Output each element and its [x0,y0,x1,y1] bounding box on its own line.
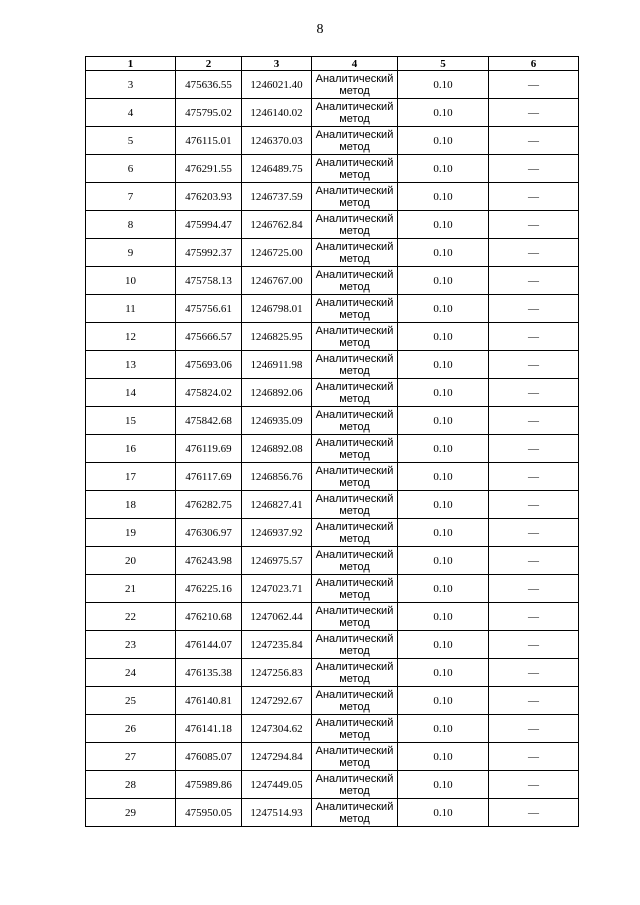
y-coordinate-cell: 1247062.44 [242,603,312,631]
table-row [86,743,579,771]
note-cell: — [489,239,579,267]
note-cell: — [489,743,579,771]
table-row [86,71,579,99]
method-line-1: Аналитический [315,184,394,197]
column-header: 3 [242,57,312,71]
y-coordinate-cell: 1246140.02 [242,99,312,127]
method-line-2: метод [339,280,370,293]
note-cell: — [489,99,579,127]
point-number-cell: 12 [86,323,176,351]
y-coordinate-cell: 1247514.93 [242,799,312,827]
accuracy-cell: 0.10 [398,771,489,799]
x-coordinate-cell: 476282.75 [176,491,242,519]
x-coordinate-cell: 475842.68 [176,407,242,435]
x-coordinate-cell: 476210.68 [176,603,242,631]
method-line-2: метод [339,308,370,321]
y-coordinate-cell: 1246489.75 [242,155,312,183]
accuracy-cell: 0.10 [398,127,489,155]
method-cell [312,603,398,631]
accuracy-cell: 0.10 [398,323,489,351]
method-line-1: Аналитический [315,688,394,701]
accuracy-cell: 0.10 [398,407,489,435]
x-coordinate-cell: 476243.98 [176,547,242,575]
method-line-1: Аналитический [315,772,394,785]
accuracy-cell: 0.10 [398,687,489,715]
point-number-cell: 18 [86,491,176,519]
method-line-2: метод [339,84,370,97]
table-row [86,267,579,295]
x-coordinate-cell: 475989.86 [176,771,242,799]
accuracy-cell: 0.10 [398,351,489,379]
method-line-2: метод [339,448,370,461]
point-number-cell: 26 [86,715,176,743]
method-line-1: Аналитический [315,380,394,393]
method-line-2: метод [339,728,370,741]
method-cell [312,295,398,323]
method-line-2: метод [339,532,370,545]
table-row [86,323,579,351]
method-line-2: метод [339,112,370,125]
x-coordinate-cell: 475693.06 [176,351,242,379]
accuracy-cell: 0.10 [398,659,489,687]
method-line-2: метод [339,364,370,377]
point-number-cell: 17 [86,463,176,491]
method-cell [312,771,398,799]
accuracy-cell: 0.10 [398,715,489,743]
point-number-cell: 22 [86,603,176,631]
point-number-cell: 28 [86,771,176,799]
method-line-2: метод [339,420,370,433]
note-cell: — [489,71,579,99]
table-row [86,463,579,491]
point-number-cell: 4 [86,99,176,127]
point-number-cell: 21 [86,575,176,603]
method-line-2: метод [339,476,370,489]
method-line-2: метод [339,504,370,517]
note-cell: — [489,295,579,323]
y-coordinate-cell: 1247304.62 [242,715,312,743]
column-header: 1 [86,57,176,71]
method-line-2: метод [339,560,370,573]
method-line-1: Аналитический [315,716,394,729]
note-cell: — [489,687,579,715]
method-cell [312,575,398,603]
y-coordinate-cell: 1247235.84 [242,631,312,659]
x-coordinate-cell: 476117.69 [176,463,242,491]
note-cell: — [489,771,579,799]
x-coordinate-cell: 476115.01 [176,127,242,155]
x-coordinate-cell: 476203.93 [176,183,242,211]
x-coordinate-cell: 475636.55 [176,71,242,99]
y-coordinate-cell: 1246856.76 [242,463,312,491]
y-coordinate-cell: 1246737.59 [242,183,312,211]
y-coordinate-cell: 1247294.84 [242,743,312,771]
y-coordinate-cell: 1246798.01 [242,295,312,323]
method-cell [312,407,398,435]
method-cell [312,71,398,99]
y-coordinate-cell: 1247023.71 [242,575,312,603]
accuracy-cell: 0.10 [398,547,489,575]
point-number-cell: 16 [86,435,176,463]
method-cell [312,687,398,715]
x-coordinate-cell: 475994.47 [176,211,242,239]
x-coordinate-cell: 476291.55 [176,155,242,183]
accuracy-cell: 0.10 [398,631,489,659]
x-coordinate-cell: 476306.97 [176,519,242,547]
accuracy-cell: 0.10 [398,519,489,547]
method-line-1: Аналитический [315,604,394,617]
method-cell [312,351,398,379]
x-coordinate-cell: 476144.07 [176,631,242,659]
method-line-1: Аналитический [315,156,394,169]
note-cell: — [489,463,579,491]
note-cell: — [489,435,579,463]
method-line-2: метод [339,588,370,601]
point-number-cell: 7 [86,183,176,211]
method-cell [312,631,398,659]
method-line-2: метод [339,812,370,825]
column-header: 2 [176,57,242,71]
method-cell [312,183,398,211]
table-row [86,603,579,631]
table-row [86,631,579,659]
method-line-1: Аналитический [315,352,394,365]
method-line-1: Аналитический [315,296,394,309]
method-line-2: метод [339,644,370,657]
method-cell [312,435,398,463]
y-coordinate-cell: 1247256.83 [242,659,312,687]
table-row [86,687,579,715]
y-coordinate-cell: 1246937.92 [242,519,312,547]
x-coordinate-cell: 475666.57 [176,323,242,351]
table-row [86,407,579,435]
table-row [86,659,579,687]
method-line-1: Аналитический [315,72,394,85]
method-cell [312,155,398,183]
method-line-1: Аналитический [315,492,394,505]
method-line-1: Аналитический [315,800,394,813]
method-line-1: Аналитический [315,100,394,113]
method-line-1: Аналитический [315,660,394,673]
note-cell: — [489,323,579,351]
x-coordinate-cell: 475992.37 [176,239,242,267]
table-row [86,351,579,379]
method-line-2: метод [339,700,370,713]
x-coordinate-cell: 476141.18 [176,715,242,743]
note-cell: — [489,211,579,239]
note-cell: — [489,351,579,379]
y-coordinate-cell: 1246825.95 [242,323,312,351]
method-cell [312,715,398,743]
x-coordinate-cell: 475824.02 [176,379,242,407]
accuracy-cell: 0.10 [398,99,489,127]
method-cell [312,547,398,575]
note-cell: — [489,183,579,211]
method-line-2: метод [339,616,370,629]
table-row [86,127,579,155]
table-row [86,295,579,323]
method-cell [312,239,398,267]
method-cell [312,799,398,827]
method-line-2: метод [339,672,370,685]
note-cell: — [489,631,579,659]
y-coordinate-cell: 1246935.09 [242,407,312,435]
x-coordinate-cell: 476140.81 [176,687,242,715]
note-cell: — [489,603,579,631]
note-cell: — [489,127,579,155]
method-cell [312,491,398,519]
method-line-1: Аналитический [315,128,394,141]
note-cell: — [489,799,579,827]
y-coordinate-cell: 1246827.41 [242,491,312,519]
accuracy-cell: 0.10 [398,799,489,827]
table-row [86,715,579,743]
note-cell: — [489,575,579,603]
table-row [86,155,579,183]
y-coordinate-cell: 1246975.57 [242,547,312,575]
point-number-cell: 10 [86,267,176,295]
point-number-cell: 15 [86,407,176,435]
point-number-cell: 14 [86,379,176,407]
x-coordinate-cell: 476135.38 [176,659,242,687]
method-line-2: метод [339,168,370,181]
method-line-1: Аналитический [315,268,394,281]
method-cell [312,659,398,687]
coordinates-table [85,56,579,827]
point-number-cell: 29 [86,799,176,827]
table-row [86,771,579,799]
accuracy-cell: 0.10 [398,239,489,267]
column-header: 6 [489,57,579,71]
method-line-2: метод [339,336,370,349]
x-coordinate-cell: 476085.07 [176,743,242,771]
method-line-2: метод [339,140,370,153]
accuracy-cell: 0.10 [398,491,489,519]
x-coordinate-cell: 476225.16 [176,575,242,603]
method-cell [312,743,398,771]
method-line-1: Аналитический [315,744,394,757]
table-row [86,211,579,239]
note-cell: — [489,267,579,295]
method-line-2: метод [339,224,370,237]
point-number-cell: 6 [86,155,176,183]
point-number-cell: 25 [86,687,176,715]
accuracy-cell: 0.10 [398,463,489,491]
table-header-row [86,57,579,71]
method-line-2: метод [339,784,370,797]
note-cell: — [489,379,579,407]
point-number-cell: 11 [86,295,176,323]
method-line-1: Аналитический [315,632,394,645]
method-cell [312,127,398,155]
method-cell [312,519,398,547]
table-row [86,99,579,127]
y-coordinate-cell: 1246762.84 [242,211,312,239]
note-cell: — [489,715,579,743]
accuracy-cell: 0.10 [398,183,489,211]
method-line-1: Аналитический [315,520,394,533]
y-coordinate-cell: 1246021.40 [242,71,312,99]
table-row [86,239,579,267]
table-row [86,547,579,575]
accuracy-cell: 0.10 [398,743,489,771]
accuracy-cell: 0.10 [398,155,489,183]
y-coordinate-cell: 1246725.00 [242,239,312,267]
accuracy-cell: 0.10 [398,295,489,323]
x-coordinate-cell: 475758.13 [176,267,242,295]
note-cell: — [489,547,579,575]
method-line-1: Аналитический [315,240,394,253]
note-cell: — [489,659,579,687]
table-row [86,799,579,827]
column-header: 4 [312,57,398,71]
note-cell: — [489,407,579,435]
x-coordinate-cell: 475756.61 [176,295,242,323]
point-number-cell: 23 [86,631,176,659]
accuracy-cell: 0.10 [398,603,489,631]
table-row [86,183,579,211]
x-coordinate-cell: 475950.05 [176,799,242,827]
table-row [86,519,579,547]
point-number-cell: 24 [86,659,176,687]
y-coordinate-cell: 1246892.06 [242,379,312,407]
method-line-1: Аналитический [315,576,394,589]
point-number-cell: 27 [86,743,176,771]
x-coordinate-cell: 476119.69 [176,435,242,463]
table-row [86,435,579,463]
point-number-cell: 8 [86,211,176,239]
method-cell [312,463,398,491]
method-line-1: Аналитический [315,408,394,421]
method-line-1: Аналитический [315,548,394,561]
method-line-2: метод [339,392,370,405]
method-cell [312,211,398,239]
y-coordinate-cell: 1247292.67 [242,687,312,715]
note-cell: — [489,491,579,519]
table-row [86,491,579,519]
method-cell [312,99,398,127]
y-coordinate-cell: 1246767.00 [242,267,312,295]
method-line-2: метод [339,756,370,769]
point-number-cell: 9 [86,239,176,267]
method-line-2: метод [339,196,370,209]
point-number-cell: 20 [86,547,176,575]
method-line-2: метод [339,252,370,265]
accuracy-cell: 0.10 [398,435,489,463]
accuracy-cell: 0.10 [398,267,489,295]
column-header: 5 [398,57,489,71]
method-cell [312,379,398,407]
accuracy-cell: 0.10 [398,575,489,603]
table-row [86,379,579,407]
x-coordinate-cell: 475795.02 [176,99,242,127]
y-coordinate-cell: 1246911.98 [242,351,312,379]
note-cell: — [489,519,579,547]
point-number-cell: 13 [86,351,176,379]
y-coordinate-cell: 1246370.03 [242,127,312,155]
y-coordinate-cell: 1246892.08 [242,435,312,463]
point-number-cell: 19 [86,519,176,547]
method-line-1: Аналитический [315,212,394,225]
method-line-1: Аналитический [315,464,394,477]
point-number-cell: 5 [86,127,176,155]
note-cell: — [489,155,579,183]
page-number: 8 [316,22,324,37]
point-number-cell: 3 [86,71,176,99]
method-cell [312,323,398,351]
accuracy-cell: 0.10 [398,379,489,407]
accuracy-cell: 0.10 [398,211,489,239]
table-row [86,575,579,603]
method-cell [312,267,398,295]
method-line-1: Аналитический [315,324,394,337]
y-coordinate-cell: 1247449.05 [242,771,312,799]
method-line-1: Аналитический [315,436,394,449]
accuracy-cell: 0.10 [398,71,489,99]
